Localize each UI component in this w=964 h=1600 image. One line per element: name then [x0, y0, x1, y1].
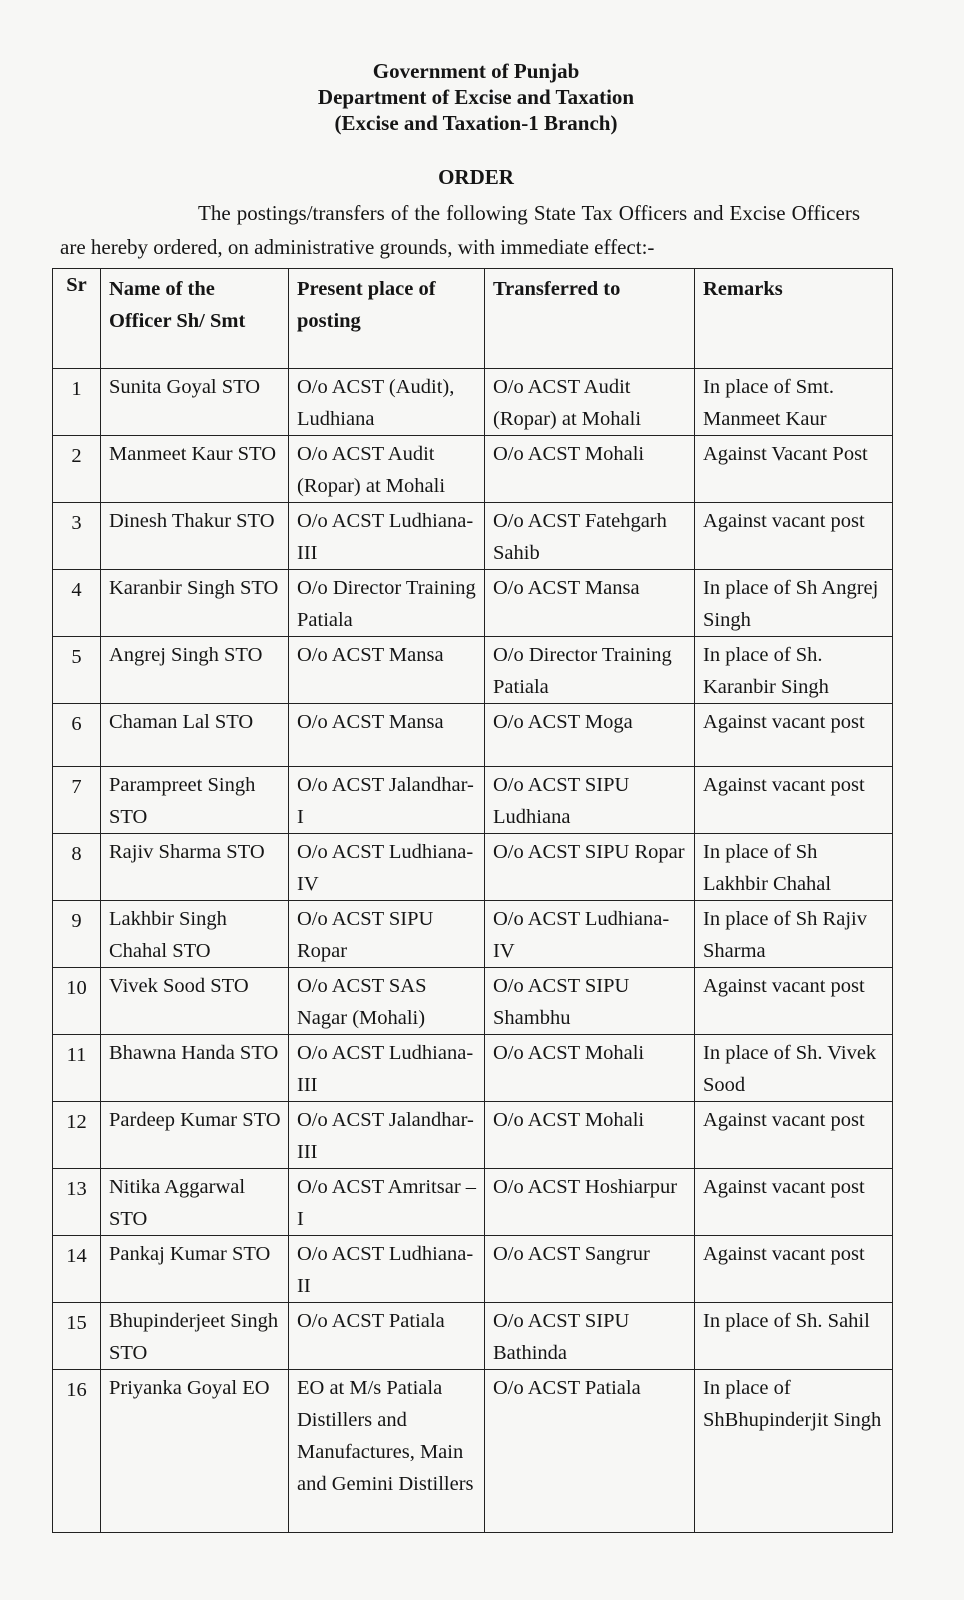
cell-sr: 15 [53, 1303, 101, 1370]
cell-officer-name: Angrej Singh STO [101, 637, 289, 704]
header-department: Department of Excise and Taxation [317, 85, 635, 109]
header-sr: Sr [53, 269, 101, 369]
cell-transferred-to: O/o ACST Ludhiana-IV [485, 901, 695, 968]
cell-present-posting: O/o ACST SAS Nagar (Mohali) [289, 968, 485, 1035]
cell-officer-name: Manmeet Kaur STO [101, 436, 289, 503]
cell-present-posting: O/o ACST Ludhiana-III [289, 503, 485, 570]
table-row [53, 1169, 893, 1236]
cell-remarks: In place of Smt. Manmeet Kaur [695, 369, 893, 436]
cell-present-posting: O/o ACST SIPU Ropar [289, 901, 485, 968]
cell-remarks: Against vacant post [695, 1169, 893, 1236]
cell-transferred-to: O/o ACST Patiala [485, 1370, 695, 1533]
cell-sr: 2 [53, 436, 101, 503]
cell-officer-name: Bhawna Handa STO [101, 1035, 289, 1102]
cell-transferred-to: O/o ACST Audit (Ropar) at Mohali [485, 369, 695, 436]
cell-present-posting: O/o ACST Mansa [289, 704, 485, 767]
cell-present-posting: O/o ACST (Audit), Ludhiana [289, 369, 485, 436]
cell-officer-name: Chaman Lal STO [101, 704, 289, 767]
cell-transferred-to: O/o ACST SIPU Ropar [485, 834, 695, 901]
table-row [53, 1303, 893, 1370]
cell-transferred-to: O/o ACST Mohali [485, 1102, 695, 1169]
cell-present-posting: O/o ACST Audit (Ropar) at Mohali [289, 436, 485, 503]
cell-officer-name: Parampreet Singh STO [101, 767, 289, 834]
cell-sr: 13 [53, 1169, 101, 1236]
cell-remarks: In place of Sh. Vivek Sood [695, 1035, 893, 1102]
cell-present-posting: O/o ACST Ludhiana-III [289, 1035, 485, 1102]
document-header [0, 58, 964, 136]
cell-sr: 12 [53, 1102, 101, 1169]
cell-present-posting: O/o ACST Amritsar –I [289, 1169, 485, 1236]
cell-sr: 16 [53, 1370, 101, 1533]
cell-transferred-to: O/o ACST Mohali [485, 1035, 695, 1102]
cell-sr: 10 [53, 968, 101, 1035]
table-row [53, 1035, 893, 1102]
cell-remarks: In place of Sh. Karanbir Singh [695, 637, 893, 704]
header-remarks: Remarks [695, 269, 893, 369]
cell-remarks: Against vacant post [695, 704, 893, 767]
cell-present-posting: O/o ACST Ludhiana-II [289, 1236, 485, 1303]
cell-officer-name: Pardeep Kumar STO [101, 1102, 289, 1169]
cell-sr: 6 [53, 704, 101, 767]
postings-table [52, 268, 893, 1533]
cell-officer-name: Bhupinderjeet Singh STO [101, 1303, 289, 1370]
cell-officer-name: Sunita Goyal STO [101, 369, 289, 436]
order-title-text: ORDER [438, 165, 514, 189]
cell-sr: 3 [53, 503, 101, 570]
cell-present-posting: O/o ACST Jalandhar-I [289, 767, 485, 834]
cell-transferred-to: O/o ACST SIPU Ludhiana [485, 767, 695, 834]
cell-sr: 4 [53, 570, 101, 637]
header-name: Name of the Officer Sh/ Smt [101, 269, 289, 369]
table-row [53, 436, 893, 503]
cell-present-posting: EO at M/s Patiala Distillers and Manufactures, Main and Gemini Distillers [289, 1370, 485, 1533]
cell-remarks: Against vacant post [695, 503, 893, 570]
table-row [53, 369, 893, 436]
table-row [53, 1370, 893, 1533]
cell-sr: 14 [53, 1236, 101, 1303]
cell-remarks: In place of Sh Lakhbir Chahal [695, 834, 893, 901]
table-row [53, 901, 893, 968]
table-row [53, 570, 893, 637]
table-row [53, 834, 893, 901]
cell-sr: 1 [53, 369, 101, 436]
cell-sr: 8 [53, 834, 101, 901]
cell-officer-name: Rajiv Sharma STO [101, 834, 289, 901]
cell-officer-name: Lakhbir Singh Chahal STO [101, 901, 289, 968]
cell-transferred-to: O/o ACST Sangrur [485, 1236, 695, 1303]
cell-present-posting: O/o ACST Ludhiana-IV [289, 834, 485, 901]
cell-sr: 9 [53, 901, 101, 968]
cell-officer-name: Nitika Aggarwal STO [101, 1169, 289, 1236]
cell-officer-name: Pankaj Kumar STO [101, 1236, 289, 1303]
cell-officer-name: Dinesh Thakur STO [101, 503, 289, 570]
table-row [53, 704, 893, 767]
cell-remarks: In place of Sh Rajiv Sharma [695, 901, 893, 968]
order-intro: The postings/transfers of the following State Tax Officers and Excise Officers are hereby ordered, on administrative grounds, with immediate effect:- [60, 201, 860, 259]
cell-present-posting: O/o ACST Patiala [289, 1303, 485, 1370]
cell-transferred-to: O/o ACST Hoshiarpur [485, 1169, 695, 1236]
cell-transferred-to: O/o ACST SIPU Shambhu [485, 968, 695, 1035]
cell-remarks: Against Vacant Post [695, 436, 893, 503]
header-branch: (Excise and Taxation-1 Branch) [334, 111, 618, 135]
header-government: Government of Punjab [372, 59, 580, 83]
cell-remarks: Against vacant post [695, 1102, 893, 1169]
cell-officer-name: Priyanka Goyal EO [101, 1370, 289, 1533]
cell-sr: 5 [53, 637, 101, 704]
table-header-row [53, 269, 893, 369]
cell-transferred-to: O/o ACST Fatehgarh Sahib [485, 503, 695, 570]
cell-remarks: Against vacant post [695, 968, 893, 1035]
header-transferred: Transferred to [485, 269, 695, 369]
table-row [53, 1102, 893, 1169]
cell-present-posting: O/o ACST Mansa [289, 637, 485, 704]
header-present: Present place of posting [289, 269, 485, 369]
cell-sr: 7 [53, 767, 101, 834]
table-row [53, 1236, 893, 1303]
cell-transferred-to: O/o Director Training Patiala [485, 637, 695, 704]
cell-remarks: Against vacant post [695, 1236, 893, 1303]
cell-remarks: In place of Sh. Sahil [695, 1303, 893, 1370]
cell-remarks: In place of ShBhupinderjit Singh [695, 1370, 893, 1533]
cell-present-posting: O/o Director Training Patiala [289, 570, 485, 637]
table-row [53, 968, 893, 1035]
cell-transferred-to: O/o ACST Moga [485, 704, 695, 767]
table-row [53, 767, 893, 834]
order-title [0, 165, 964, 190]
cell-transferred-to: O/o ACST SIPU Bathinda [485, 1303, 695, 1370]
cell-remarks: Against vacant post [695, 767, 893, 834]
table-row [53, 503, 893, 570]
cell-officer-name: Karanbir Singh STO [101, 570, 289, 637]
table-row [53, 637, 893, 704]
cell-officer-name: Vivek Sood STO [101, 968, 289, 1035]
cell-sr: 11 [53, 1035, 101, 1102]
cell-remarks: In place of Sh Angrej Singh [695, 570, 893, 637]
cell-present-posting: O/o ACST Jalandhar-III [289, 1102, 485, 1169]
cell-transferred-to: O/o ACST Mansa [485, 570, 695, 637]
cell-transferred-to: O/o ACST Mohali [485, 436, 695, 503]
